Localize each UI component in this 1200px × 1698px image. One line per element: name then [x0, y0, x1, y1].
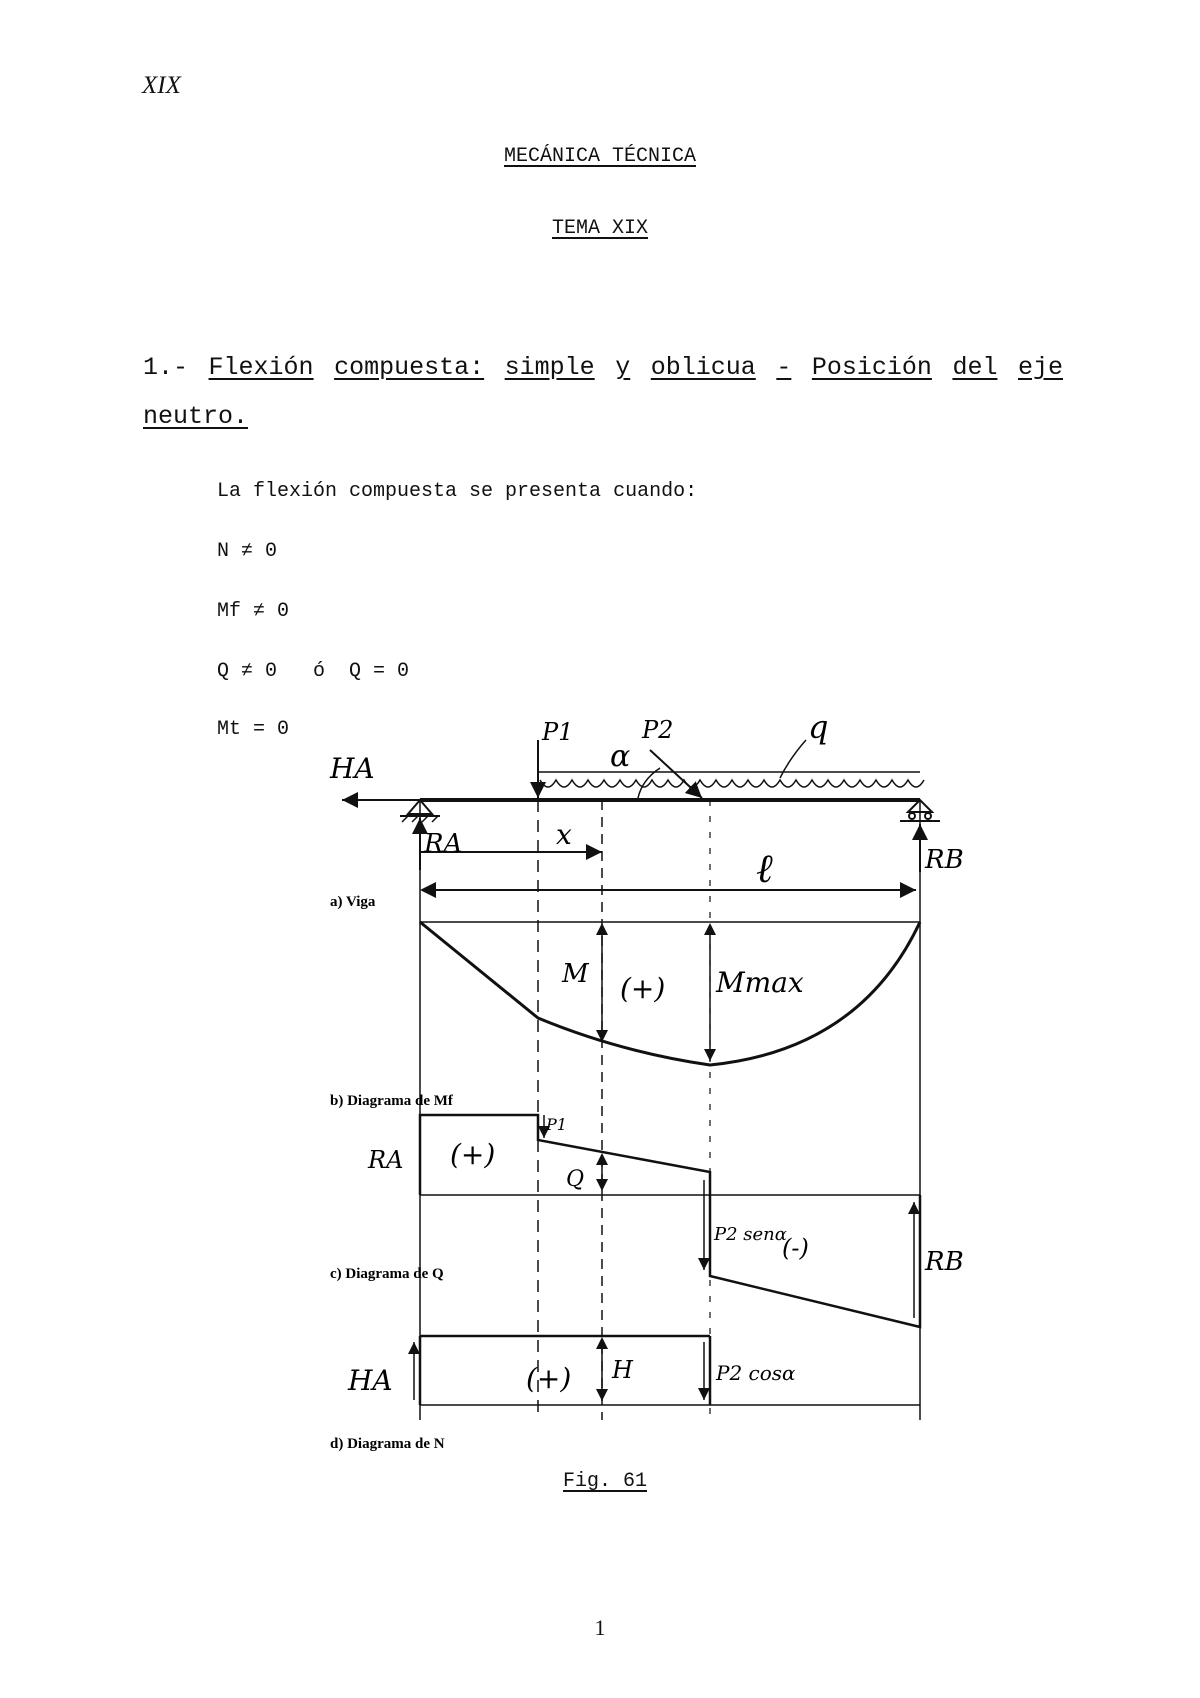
figure-61	[320, 700, 980, 1465]
label-shear-pos: (+)	[450, 1138, 496, 1171]
beam-diagram	[320, 700, 980, 1460]
label-normal-h: H	[612, 1356, 633, 1384]
heading-word: del	[952, 353, 998, 382]
label-normal-sign: (+)	[526, 1362, 572, 1395]
figure-caption-text: Fig. 61	[563, 1470, 648, 1493]
heading-word: simple	[504, 353, 595, 382]
document-subtitle-text: TEMA XIX	[551, 217, 648, 240]
heading-word: -	[776, 353, 792, 382]
condition-mt: Mt = 0	[217, 718, 290, 741]
label-x: x	[556, 818, 572, 851]
label-ha: HA	[330, 752, 375, 785]
heading-word: oblicua	[650, 353, 756, 382]
label-normal-ha: HA	[348, 1364, 393, 1397]
panel-label-b: b) Diagrama de Mf	[330, 1093, 453, 1109]
panel-label-c: c) Diagrama de Q	[330, 1266, 444, 1282]
label-alpha: α	[610, 739, 631, 774]
label-shear-rb: RB	[925, 1247, 964, 1277]
condition-q: Q ≠ 0 ó Q = 0	[217, 660, 410, 683]
label-p2cos: P2 cosα	[716, 1361, 796, 1385]
label-shear-neg: (-)	[782, 1234, 809, 1262]
figure-caption	[563, 1470, 647, 1493]
section-number: 1.-	[143, 353, 189, 382]
page-number: 1	[594, 1615, 606, 1640]
label-p2: P2	[642, 716, 674, 744]
label-ra: RA	[424, 829, 463, 859]
section-heading	[143, 353, 1063, 382]
distributed-load-waves	[540, 780, 924, 787]
label-m: M	[562, 959, 589, 989]
label-shear-p1: P1	[546, 1115, 567, 1134]
intro-text: La flexión compuesta se presenta cuando:	[217, 480, 698, 503]
document-title	[0, 145, 1200, 168]
label-q: q	[808, 708, 829, 746]
section-heading-line2	[143, 402, 248, 431]
panel-label-a: a) Viga	[330, 894, 376, 910]
label-mmax: Mmax	[716, 966, 804, 999]
condition-mf: Mf ≠ 0	[217, 600, 290, 623]
heading-line2-text: neutro.	[143, 402, 249, 431]
label-p2sin: P2 senα	[714, 1224, 787, 1245]
corner-mark: XIX	[142, 72, 181, 99]
condition-n: N ≠ 0	[217, 540, 278, 563]
label-shear-q: Q	[566, 1167, 585, 1192]
document-subtitle	[0, 217, 1200, 240]
panel-label-d: d) Diagrama de N	[330, 1436, 445, 1452]
label-moment-sign: (+)	[620, 972, 666, 1005]
heading-word: compuesta:	[334, 353, 485, 382]
label-l: ℓ	[756, 846, 773, 892]
document-title-text: MECÁNICA TÉCNICA	[503, 145, 697, 168]
p2-arrow	[650, 750, 702, 798]
label-rb: RB	[925, 845, 964, 875]
label-p1: P1	[542, 718, 574, 746]
moment-curve	[420, 922, 920, 1065]
heading-word: Flexión	[208, 353, 314, 382]
heading-word: eje	[1017, 353, 1063, 382]
heading-word: Posición	[811, 353, 932, 382]
label-shear-ra: RA	[368, 1146, 404, 1174]
heading-word: y	[615, 353, 631, 382]
